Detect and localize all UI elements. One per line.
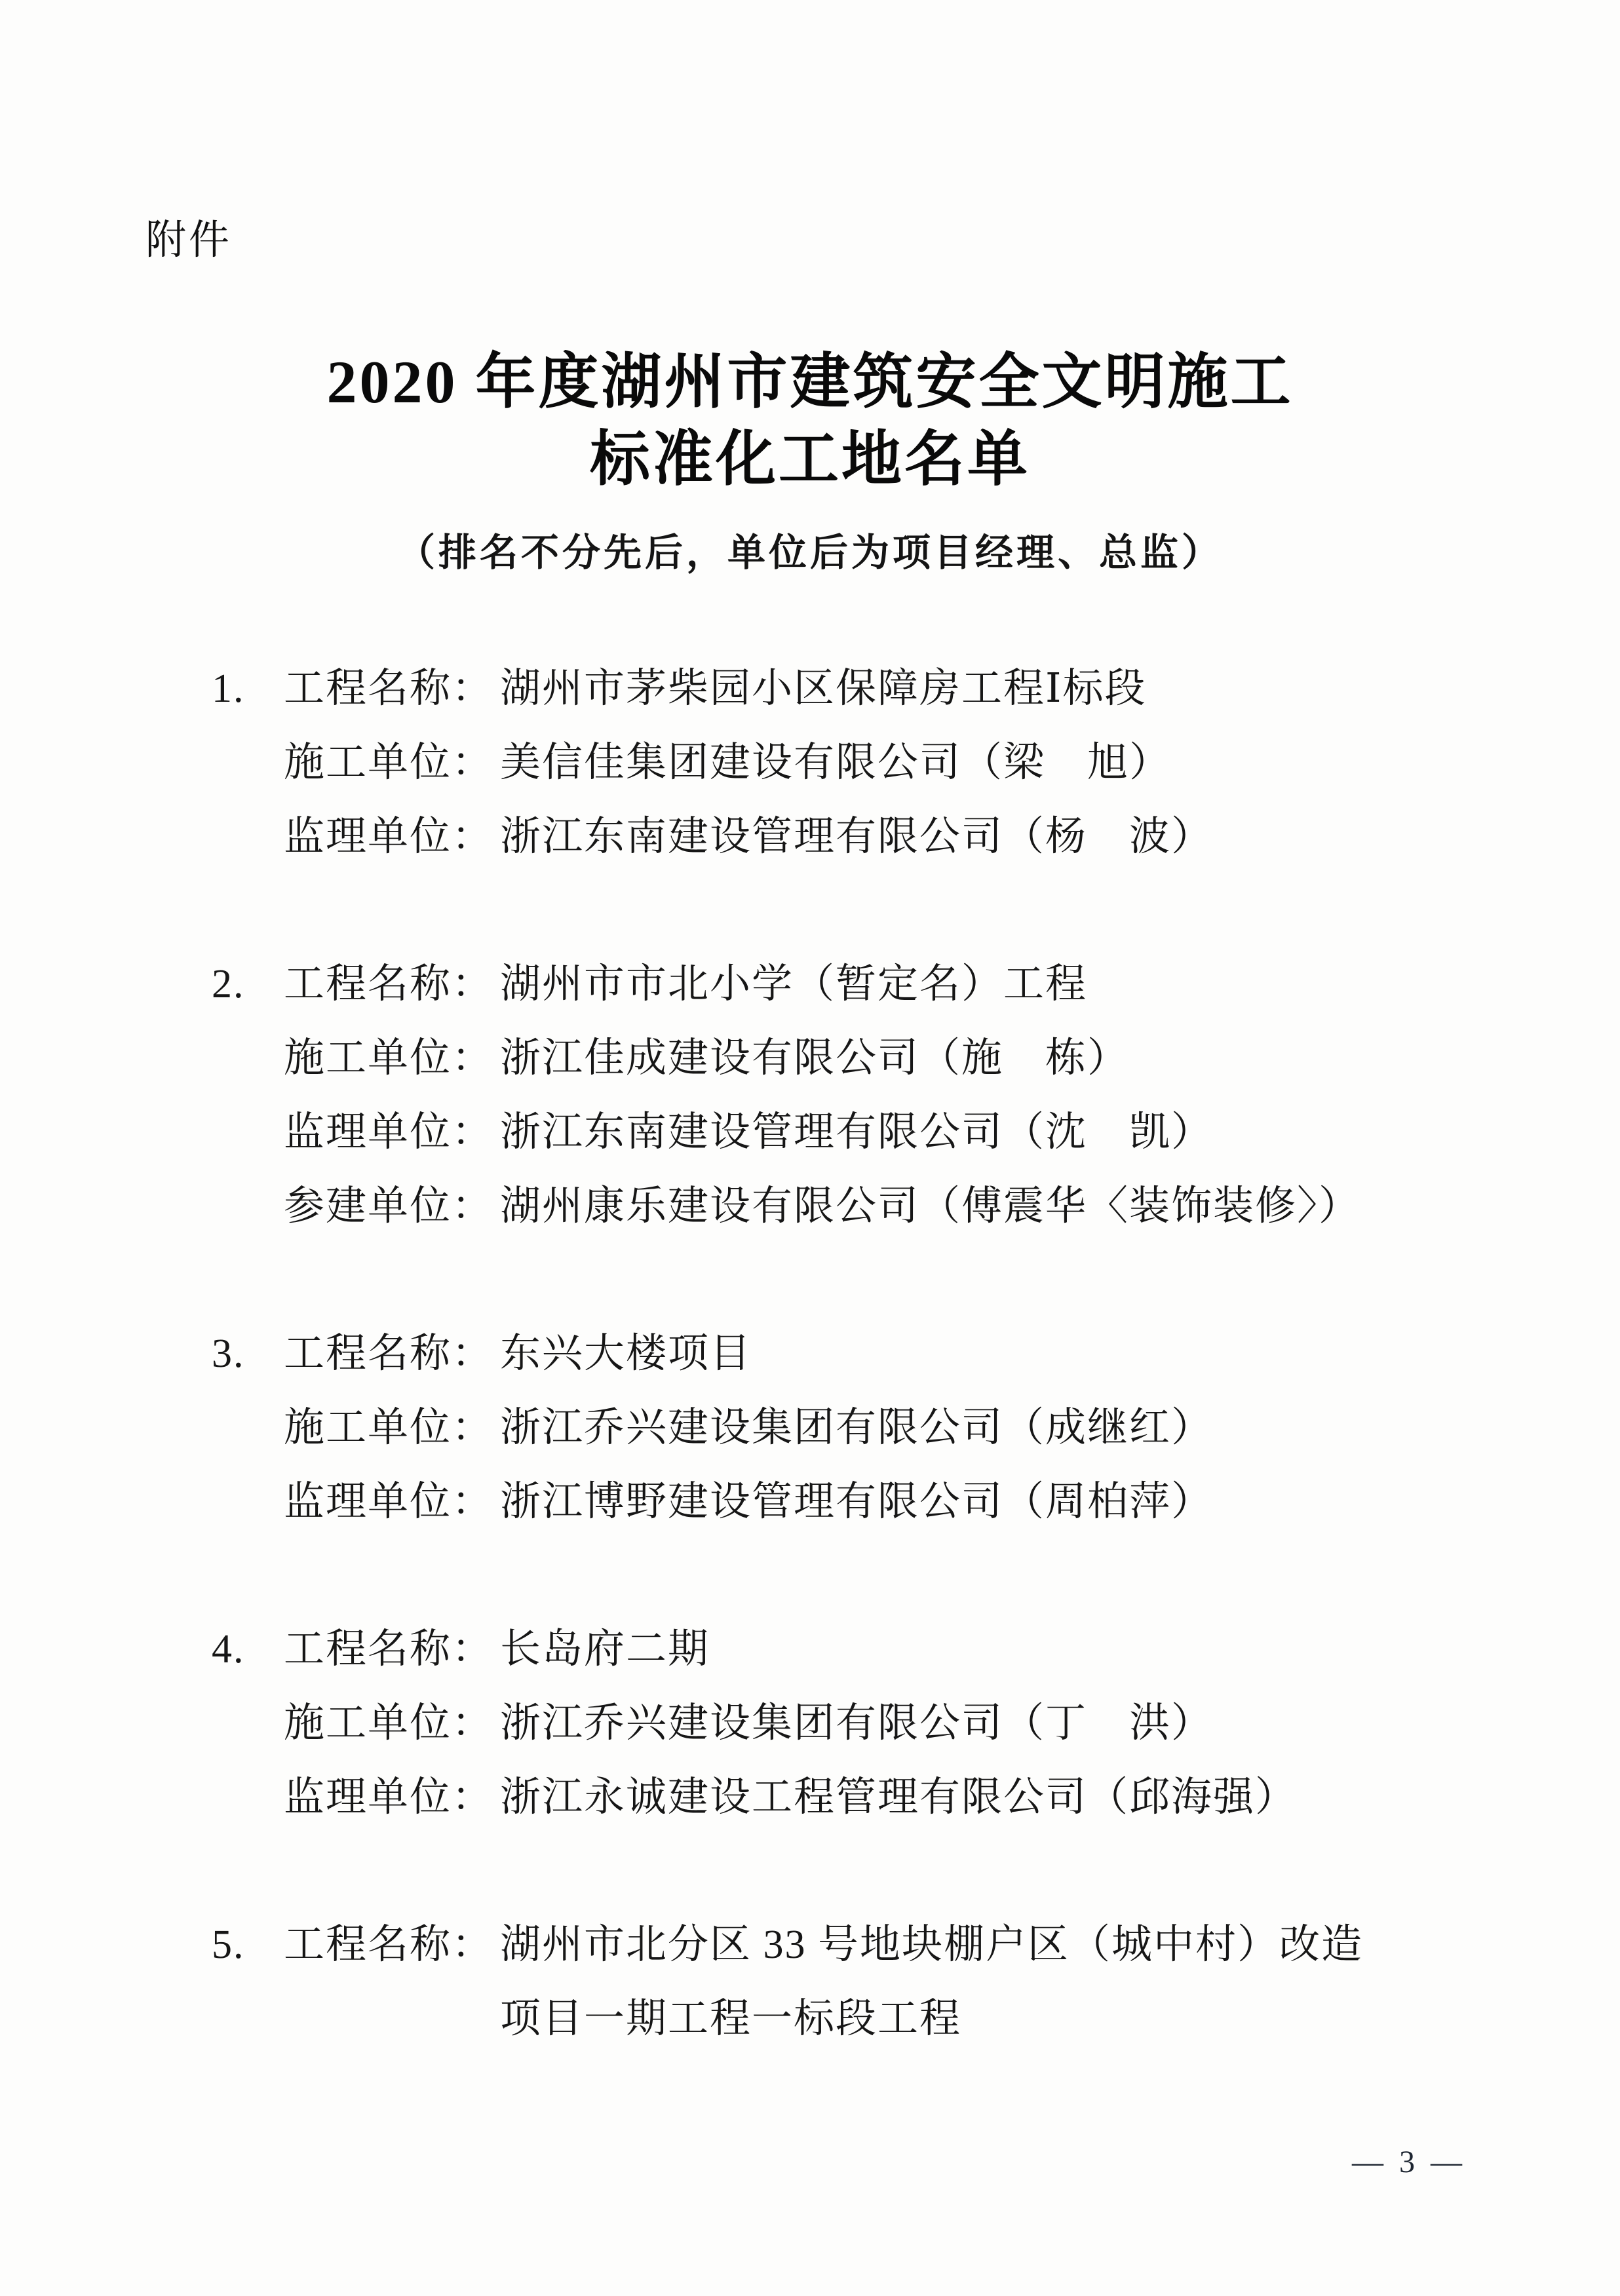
project-entry-4 [0, 1613, 1620, 1835]
field-value: 湖州市茅柴园小区保障房工程Ⅰ标段 [500, 666, 1147, 711]
field-label: 监理单位： [284, 1480, 494, 1524]
project-list [0, 652, 1620, 2130]
field-label: 监理单位： [284, 1110, 494, 1155]
project-entry-3 [0, 1317, 1620, 1539]
field-label: 施工单位： [284, 1701, 494, 1746]
entry-line [0, 1022, 1620, 1096]
field-label: 工程名称： [284, 962, 494, 1006]
field-value: 美信佳集团建设有限公司（梁 旭） [500, 740, 1172, 785]
field-label: 工程名称： [284, 1923, 494, 1967]
entry-line [0, 1687, 1620, 1761]
field-label: 监理单位： [284, 1775, 494, 1820]
field-value: 浙江东南建设管理有限公司（沈 凯） [500, 1110, 1214, 1155]
entry-line [0, 652, 1620, 726]
field-label: 工程名称： [284, 1627, 494, 1672]
entry-line [0, 1096, 1620, 1170]
field-value: 东兴大楼项目 [500, 1331, 752, 1376]
document-title [0, 343, 1620, 498]
project-entry-1 [0, 652, 1620, 874]
title-line-2: 标准化工地名单 [589, 426, 1030, 493]
field-value: 项目一期工程一标段工程 [500, 1997, 962, 2041]
page-number: — 3 — [1352, 2145, 1466, 2179]
field-label: 工程名称： [284, 1331, 494, 1376]
field-value: 长岛府二期 [500, 1627, 710, 1672]
entry-line [0, 800, 1620, 874]
field-label: 工程名称： [284, 666, 494, 711]
entry-number: 5. [212, 1923, 245, 1967]
field-value: 湖州市北分区 33 号地块棚户区（城中村）改造 [500, 1923, 1364, 1967]
field-label: 监理单位： [284, 814, 494, 859]
field-value: 浙江博野建设管理有限公司（周柏萍） [500, 1480, 1214, 1524]
field-label: 参建单位： [284, 1184, 494, 1229]
entry-number: 4. [212, 1627, 245, 1672]
field-value: 湖州市市北小学（暂定名）工程 [500, 962, 1088, 1006]
entry-line [0, 947, 1620, 1022]
field-value: 浙江佳成建设有限公司（施 栋） [500, 1036, 1130, 1081]
attachment-label: 附件 [145, 218, 233, 263]
field-value: 浙江东南建设管理有限公司（杨 波） [500, 814, 1214, 859]
field-label: 施工单位： [284, 1036, 494, 1081]
field-value: 浙江永诚建设工程管理有限公司（邱海强） [500, 1775, 1298, 1820]
field-value: 浙江乔兴建设集团有限公司（丁 洪） [500, 1701, 1214, 1746]
entry-number: 2. [212, 962, 245, 1006]
project-entry-2 [0, 947, 1620, 1244]
entry-line-continuation [0, 1982, 1620, 2056]
entry-line [0, 1613, 1620, 1687]
field-label: 施工单位： [284, 740, 494, 785]
field-label: 施工单位： [284, 1406, 494, 1450]
entry-line [0, 1170, 1620, 1244]
entry-line [0, 1317, 1620, 1391]
entry-number: 1. [212, 666, 245, 711]
entry-line [0, 1761, 1620, 1835]
entry-line [0, 1465, 1620, 1539]
entry-line [0, 1908, 1620, 1982]
title-line-1: 2020 年度湖州市建筑安全文明施工 [326, 349, 1294, 415]
entry-line [0, 1391, 1620, 1465]
field-value: 湖州康乐建设有限公司（傅震华〈装饰装修〉） [500, 1184, 1361, 1229]
entry-number: 3. [212, 1331, 245, 1376]
entry-line [0, 726, 1620, 800]
subtitle-note: （排名不分先后，单位后为项目经理、总监） [396, 531, 1223, 574]
field-value: 浙江乔兴建设集团有限公司（成继红） [500, 1406, 1214, 1450]
project-entry-5 [0, 1908, 1620, 2056]
